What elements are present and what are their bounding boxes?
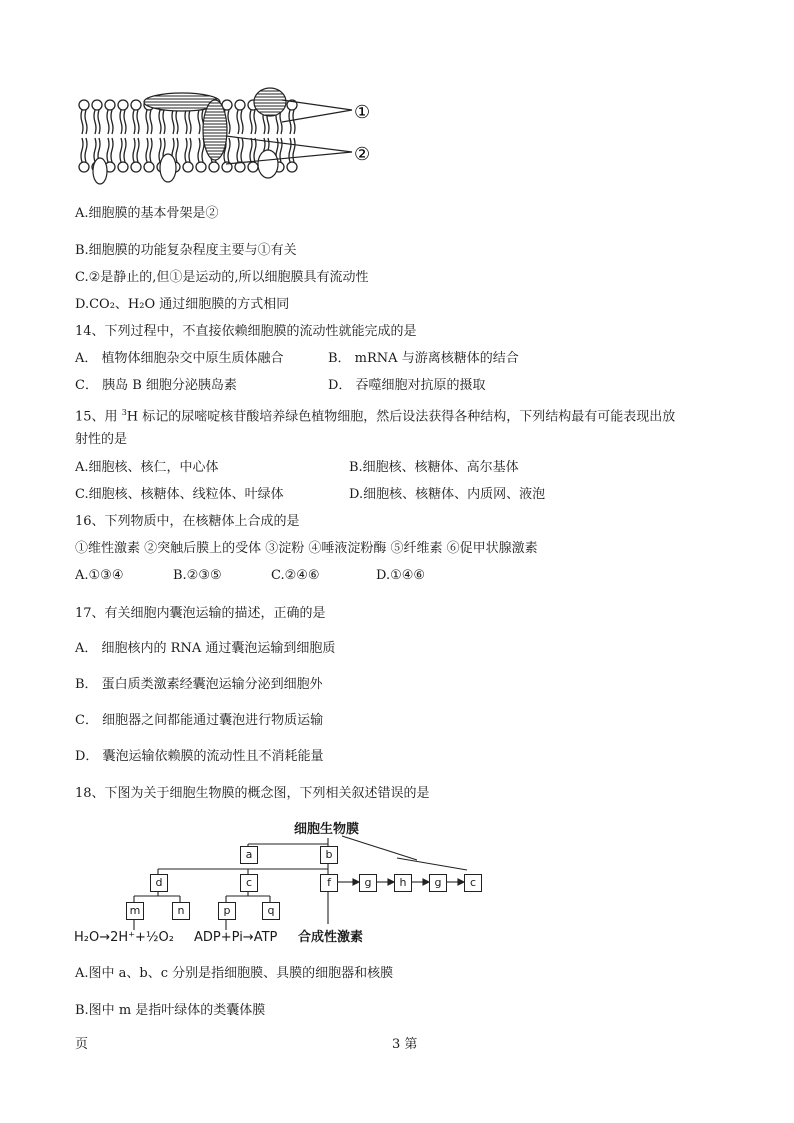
q15-stem-line2: 射性的是 [75,432,128,447]
box-a: a [240,846,258,864]
concept-title: 细胞生物膜 [294,822,360,837]
q16-options [75,568,425,584]
q16-option-a: A.①③④ [75,568,124,583]
reaction-steroid-synthesis: 合成性激素 [298,930,364,945]
q13-option-c: C.②是静止的,但①是运动的,所以细胞膜具有流动性 [75,270,369,285]
q15-stem-post: H 标记的尿嘧啶核苷酸培养绿色植物细胞，然后设法获得各种结构，下列结构最有可能表现出放 [126,409,676,425]
q17-option-d: D． 囊泡运输依赖膜的流动性且不消耗能量 [75,749,324,764]
q15-option-b: B.细胞核、核糖体、高尔基体 [349,460,519,475]
cell-membrane-diagram [70,80,390,195]
q14-row2 [75,378,486,394]
q15-option-c: C.细胞核、核糖体、线粒体、叶绿体 [75,487,284,502]
q13-option-d: D.CO₂、H₂O 通过细胞膜的方式相同 [75,297,290,312]
q16-stem: 16、下列物质中，在核糖体上合成的是 [75,514,300,529]
box-m: m [126,902,144,920]
footer-page-number: 3 第 [392,1037,418,1052]
box-c-2: c [464,874,482,892]
box-c: c [240,874,258,892]
q15-stem [75,405,675,425]
biomembrane-concept-map [72,812,492,952]
q15-option-d: D.细胞核、核糖体、内质网、液泡 [349,487,546,502]
q17-option-a: A． 细胞核内的 RNA 通过囊泡运输到细胞质 [75,641,336,656]
reaction-water-split: H₂O→2H⁺+½O₂ [74,930,174,945]
box-g-2: g [429,874,447,892]
label-1: ① [354,102,371,123]
q15-sup: 3 [121,408,127,417]
q15-stem-pre: 15、用 [75,409,122,425]
q15-option-a: A.细胞核、核仁，中心体 [75,460,219,475]
box-f: f [320,874,338,892]
box-d: d [150,874,168,892]
box-h: h [394,874,412,892]
footer-left: 页 [75,1037,89,1052]
q14-row1 [75,351,519,367]
q14-stem: 14、下列过程中，不直接依赖细胞膜的流动性就能完成的是 [75,324,417,339]
q13-option-b: B.细胞膜的功能复杂程度主要与①有关 [75,243,297,258]
q17-stem: 17、有关细胞内囊泡运输的描述，正确的是 [75,606,326,621]
q17-option-c: C． 细胞器之间都能通过囊泡进行物质运输 [75,713,324,728]
q15-row2 [75,487,545,503]
q16-option-b: B.②③⑤ [173,568,222,583]
q16-option-d: D.①④⑥ [376,568,426,583]
q13-option-a: A.细胞膜的基本骨架是② [75,206,219,221]
q17-option-b: B． 蛋白质类激素经囊泡运输分泌到细胞外 [75,677,323,692]
q16-items: ①维性激素 ②突触后膜上的受体 ③淀粉 ④唾液淀粉酶 ⑤纤维素 ⑥促甲状腺激素 [75,541,538,556]
q18-option-b: B.图中 m 是指叶绿体的类囊体膜 [75,1003,266,1018]
label-2: ② [354,144,371,165]
q14-option-b: B． mRNA 与游离核糖体的结合 [328,351,519,366]
reaction-atp-synthesis: ADP+Pi→ATP [194,930,278,945]
q14-option-d: D． 吞噬细胞对抗原的摄取 [328,378,486,393]
q14-option-a: A． 植物体细胞杂交中原生质体融合 [75,351,284,366]
box-b: b [320,846,338,864]
box-q: q [262,902,280,920]
box-n: n [172,902,190,920]
q14-option-c: C． 胰岛 B 细胞分泌胰岛素 [75,378,237,393]
q18-stem: 18、下图为关于细胞生物膜的概念图，下列相关叙述错误的是 [75,786,430,801]
q15-row1 [75,460,519,476]
q16-option-c: C.②④⑥ [271,568,320,583]
q18-option-a: A.图中 a、b、c 分别是指细胞膜、具膜的细胞器和核膜 [75,966,394,981]
box-g: g [359,874,377,892]
box-p: p [218,902,236,920]
